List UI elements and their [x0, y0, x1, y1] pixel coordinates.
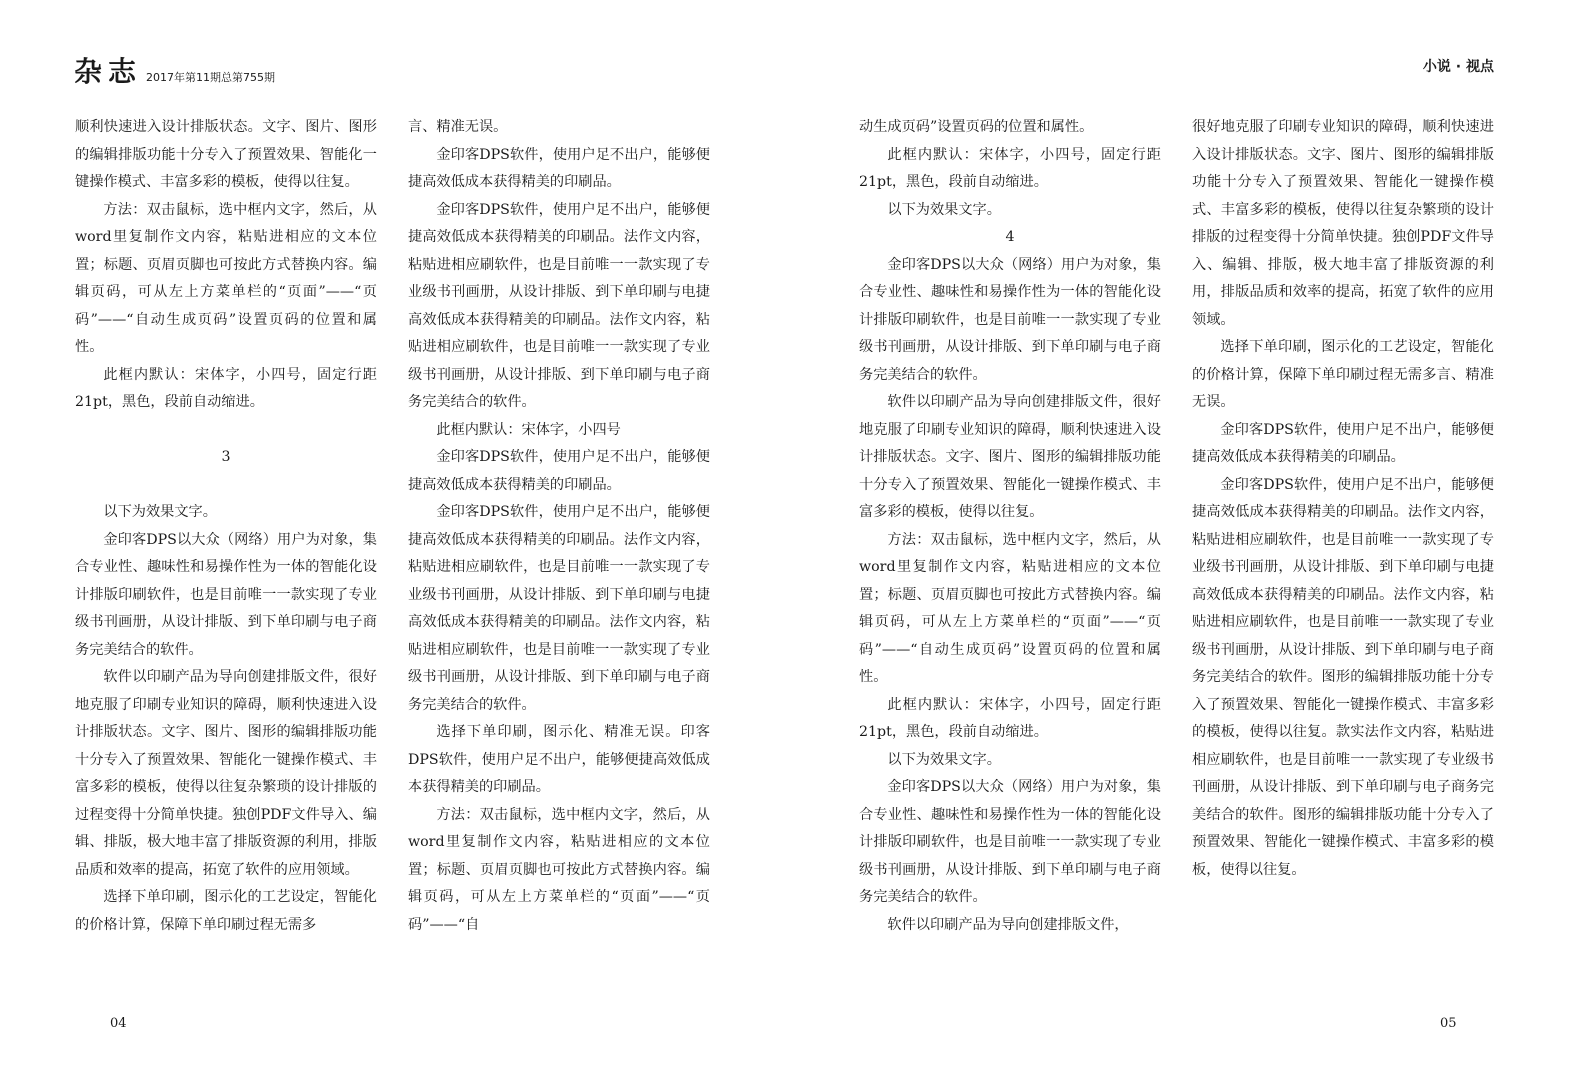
paragraph: 选择下单印刷，图示化的工艺设定，智能化的价格计算，保障下单印刷过程无需多言、精准无误。 [1192, 339, 1494, 410]
left-column-1 [75, 114, 377, 939]
paragraph: 此框内默认：宋体字，小四号，固定行距21pt，黑色，段前自动缩进。 [859, 696, 1161, 740]
paragraph: 金印客DPS软件，使用户足不出户，能够便捷高效低成本获得精美的印刷品。法作文内容，粘贴进相应刷软件，也是目前唯一一款实现了专业级书刊画册，从设计排版、到下单印刷与电捷高效低成本获得精美的印刷品。法作文内容，粘贴进相应刷软件，也是目前唯一一款实现了专业级书刊画册，从设计排版、到下单印刷与电子商务完美结合的软件。 [408, 201, 710, 410]
paragraph: 软件以印刷产品为导向创建排版文件，很好地克服了印刷专业知识的障碍，顺利快速进入设计排版状态。文字、图片、图形的编辑排版功能十分专入了预置效果、智能化一键操作模式、丰富多彩的模板，使得以往复杂繁琐的设计排版的过程变得十分简单快捷。独创PDF文件导入、编辑、排版，极大地丰富了排版资源的利用，排版品质和效率的提高，拓宽了软件的应用领域。 [75, 669, 377, 878]
paragraph: 方法：双击鼠标，选中框内文字，然后，从word里复制作文内容，粘贴进相应的文本位置；标题、页眉页脚也可按此方式替换内容。编辑页码，可从左上方菜单栏的“页面”——“页码”——“自动生成页码”设置页码的位置和属性。 [859, 531, 1161, 685]
paragraph: 金印客DPS以大众（网络）用户为对象，集合专业性、趣味性和易操作性为一体的智能化设计排版印刷软件，也是目前唯一一款实现了专业级书刊画册，从设计排版、到下单印刷与电子商务完美结合的软件。 [75, 531, 377, 658]
right-column-2 [1192, 114, 1494, 884]
paragraph: 此框内默认：宋体字，小四号，固定行距21pt，黑色，段前自动缩进。 [75, 366, 377, 410]
paragraph: 以下为效果文字。 [103, 504, 217, 520]
paragraph: 金印客DPS软件，使用户足不出户，能够便捷高效低成本获得精美的印刷品。法作文内容，粘贴进相应刷软件，也是目前唯一一款实现了专业级书刊画册，从设计排版、到下单印刷与电捷高效低成本获得精美的印刷品。法作文内容，粘贴进相应刷软件，也是目前唯一一款实现了专业级书刊画册，从设计排版、到下单印刷与电子商务完美结合的软件。图形的编辑排版功能十分专入了预置效果、智能化一键操作模式、丰富多彩的模板，使得以往复。款实法作文内容，粘贴进相应刷软件，也是目前唯一一款实现了专业级书刊画册，从设计排版、到下单印刷与电子商务完美结合的软件。图形的编辑排版功能十分专入了预置效果、智能化一键操作模式、丰富多彩的模板，使得以往复。 [1192, 476, 1494, 878]
paragraph: 以下为效果文字。 [887, 201, 1001, 218]
masthead [74, 50, 275, 90]
paragraph: 软件以印刷产品为导向创建排版文件， [887, 916, 1129, 933]
issue-info: 2017年第11期总第755期 [146, 71, 276, 84]
paragraph: 此框内默认：宋体字，小四号 [436, 421, 621, 438]
section-label: 小说 · 视点 [1422, 59, 1494, 75]
section-number: 4 [1005, 229, 1015, 245]
paragraph: 顺利快速进入设计排版状态。文字、图片、图形的编辑排版功能十分专入了预置效果、智能化一键操作模式、丰富多彩的模板，使得以往复。 [75, 119, 377, 190]
paragraph: 言、精准无误。 [408, 119, 508, 135]
paragraph: 以下为效果文字。 [887, 751, 1001, 768]
paragraph: 方法：双击鼠标，选中框内文字，然后，从word里复制作文内容，粘贴进相应的文本位置；标题、页眉页脚也可按此方式替换内容。编辑页码，可从左上方菜单栏的“页面”——“页码”——“自动生成页码”设置页码的位置和属性。 [75, 201, 377, 355]
magazine-logo: 杂志 [74, 55, 143, 88]
right-page [794, 0, 1588, 1077]
paragraph: 动生成页码”设置页码的位置和属性。 [859, 119, 1094, 135]
paragraph: 此框内默认：宋体字，小四号，固定行距21pt，黑色，段前自动缩进。 [859, 146, 1161, 190]
paragraph: 金印客DPS软件，使用户足不出户，能够便捷高效低成本获得精美的印刷品。 [408, 449, 710, 493]
paragraph: 选择下单印刷，图示化的工艺设定，智能化的价格计算，保障下单印刷过程无需多 [75, 889, 377, 933]
paragraph: 金印客DPS软件，使用户足不出户，能够便捷高效低成本获得精美的印刷品。 [1192, 421, 1494, 465]
page-number: 05 [1440, 1016, 1457, 1031]
paragraph: 选择下单印刷，图示化、精准无误。印客DPS软件，使用户足不出户，能够便捷高效低成本获得精美的印刷品。 [408, 724, 710, 795]
paragraph: 金印客DPS以大众（网络）用户为对象，集合专业性、趣味性和易操作性为一体的智能化设计排版印刷软件，也是目前唯一一款实现了专业级书刊画册，从设计排版、到下单印刷与电子商务完美结合的软件。 [859, 256, 1161, 383]
right-column-1 [859, 114, 1161, 939]
paragraph: 金印客DPS软件，使用户足不出户，能够便捷高效低成本获得精美的印刷品。 [408, 146, 710, 190]
paragraph: 方法：双击鼠标，选中框内文字，然后，从word里复制作文内容，粘贴进相应的文本位置；标题、页眉页脚也可按此方式替换内容。编辑页码，可从左上方菜单栏的“页面”——“页码”——“自 [408, 806, 710, 933]
paragraph: 金印客DPS软件，使用户足不出户，能够便捷高效低成本获得精美的印刷品。法作文内容，粘贴进相应刷软件，也是目前唯一一款实现了专业级书刊画册，从设计排版、到下单印刷与电捷高效低成本获得精美的印刷品。法作文内容，粘贴进相应刷软件，也是目前唯一一款实现了专业级书刊画册，从设计排版、到下单印刷与电子商务完美结合的软件。 [408, 504, 710, 713]
left-column-2 [408, 114, 710, 939]
paragraph: 软件以印刷产品为导向创建排版文件，很好地克服了印刷专业知识的障碍，顺利快速进入设计排版状态。文字、图片、图形的编辑排版功能十分专入了预置效果、智能化一键操作模式、丰富多彩的模板，使得以往复。 [859, 394, 1161, 520]
section-number: 3 [221, 449, 231, 465]
paragraph: 金印客DPS以大众（网络）用户为对象，集合专业性、趣味性和易操作性为一体的智能化设计排版印刷软件，也是目前唯一一款实现了专业级书刊画册，从设计排版、到下单印刷与电子商务完美结合的软件。 [859, 779, 1161, 905]
page-number: 04 [110, 1016, 127, 1031]
paragraph: 很好地克服了印刷专业知识的障碍，顺利快速进入设计排版状态。文字、图片、图形的编辑排版功能十分专入了预置效果、智能化一键操作模式、丰富多彩的模板，使得以往复杂繁琐的设计排版的过程变得十分简单快捷。独创PDF文件导入、编辑、排版，极大地丰富了排版资源的利用，排版品质和效率的提高，拓宽了软件的应用领域。 [1192, 119, 1494, 328]
